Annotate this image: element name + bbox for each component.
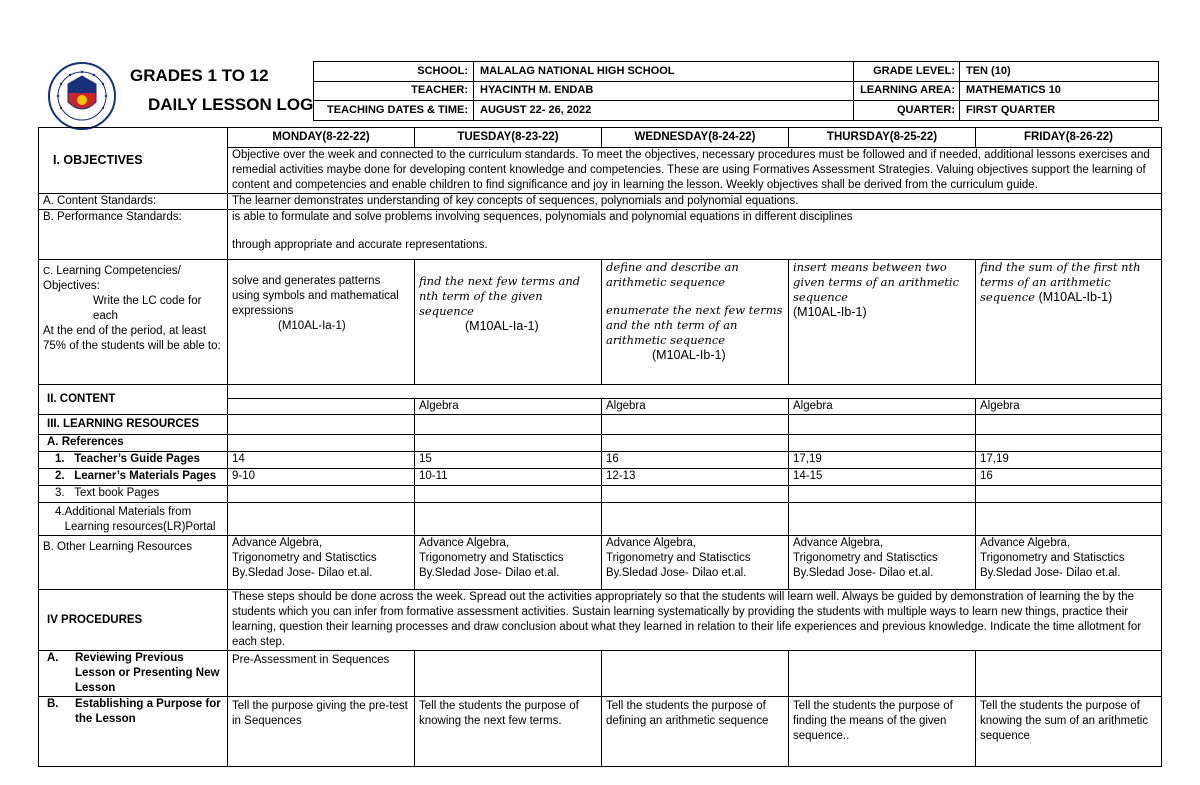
procedure-b-friday: Tell the students the purpose of knowing the sum of an arithmetic sequence bbox=[976, 697, 1162, 767]
day-header-thursday: THURSDAY(8-25-22) bbox=[789, 128, 976, 148]
competency-tuesday: find the next few terms and nth term of the given sequence bbox=[419, 274, 581, 318]
lm-pages-wednesday: 12-13 bbox=[602, 469, 789, 486]
content-label: II. CONTENT bbox=[39, 385, 228, 415]
content-tuesday: Algebra bbox=[415, 399, 602, 415]
quarter-label: QUARTER: bbox=[896, 104, 955, 116]
textbook-pages-label: Text book Pages bbox=[74, 487, 160, 499]
school-label: SCHOOL: bbox=[417, 65, 468, 77]
performance-standards-line1: is able to formulate and solve problems involving sequences, polynomials and polynomial equations in different disciplines bbox=[232, 211, 853, 223]
content-wednesday: Algebra bbox=[602, 399, 789, 415]
content-standards-text: The learner demonstrates understanding of key concepts of sequences, polynomials and polynomial equations. bbox=[228, 194, 1162, 210]
competency-code-thursday: (M10AL-Ib-1) bbox=[793, 305, 867, 319]
tg-pages-wednesday: 16 bbox=[602, 452, 789, 469]
am-number: 4. bbox=[55, 506, 65, 518]
tg-pages-thursday: 17,19 bbox=[789, 452, 976, 469]
teacher-label: TEACHER: bbox=[411, 84, 468, 96]
quarter-value: FIRST QUARTER bbox=[966, 104, 1056, 116]
lesson-log-table bbox=[38, 127, 1162, 767]
tg-pages-monday: 14 bbox=[228, 452, 415, 469]
procedure-b-label: Establishing a Purpose for the Lesson bbox=[75, 698, 221, 725]
competency-friday: find the sum of the first nth terms of an arithmetic sequence bbox=[980, 260, 1141, 304]
competency-code-tuesday: (M10AL-Ia-1) bbox=[465, 319, 539, 333]
objectives-description: Objective over the week and connected to the curriculum standards. To meet the objectives, necessary procedures must be followed and if needed, additional lessons exercises and remedial activities maybe done for developing content knowledge and competencies. These are using Formatives Assessment Strategies. Valuing objectives support the learning of content and competencies and enable children to find significance and joy in learning the lesson. Weekly objectives shall be derived from the curriculum guide. bbox=[228, 148, 1162, 194]
procedure-b-tuesday: Tell the students the purpose of knowing the next few terms. bbox=[415, 697, 602, 767]
header-info-grid bbox=[313, 61, 1159, 121]
procedure-b-letter: B. bbox=[47, 698, 59, 710]
learning-resources-label: III. LEARNING RESOURCES bbox=[39, 415, 228, 435]
content-standards-label: A. Content Standards: bbox=[39, 194, 228, 210]
tg-pages-tuesday: 15 bbox=[415, 452, 602, 469]
teacher-value: HYACINTH M. ENDAB bbox=[480, 84, 594, 96]
procedure-b-thursday: Tell the students the purpose of finding the means of the given sequence.. bbox=[789, 697, 976, 767]
content-thursday: Algebra bbox=[789, 399, 976, 415]
competencies-lc-note: Write the LC code for each bbox=[93, 295, 202, 322]
tb-number: 3. bbox=[55, 487, 65, 499]
grade-level-label: GRADE LEVEL: bbox=[873, 65, 955, 77]
content-monday bbox=[228, 399, 415, 415]
references-label: A. References bbox=[39, 435, 228, 452]
school-value: MALALAG NATIONAL HIGH SCHOOL bbox=[480, 65, 675, 77]
grade-level-value: TEN (10) bbox=[966, 65, 1011, 77]
competency-code-monday: (M10AL-Ia-1) bbox=[278, 320, 346, 332]
day-header-monday: MONDAY(8-22-22) bbox=[228, 128, 415, 148]
other-resources-monday: Advance Algebra, Trigonometry and Statisctics By.Sledad Jose- Dilao et.al. bbox=[228, 536, 415, 590]
competency-monday: solve and generates patterns using symbols and mathematical expressions bbox=[232, 275, 399, 317]
day-header-friday: FRIDAY(8-26-22) bbox=[976, 128, 1162, 148]
procedure-a-label: Reviewing Previous Lesson or Presenting New Lesson bbox=[75, 652, 220, 694]
day-header-wednesday: WEDNESDAY(8-24-22) bbox=[602, 128, 789, 148]
competencies-label: Learning Competencies/ Objectives: bbox=[43, 265, 181, 292]
content-friday: Algebra bbox=[976, 399, 1162, 415]
learning-area-label: LEARNING AREA: bbox=[860, 84, 955, 96]
competency-code-friday: (M10AL-Ib-1) bbox=[1038, 290, 1113, 304]
competencies-target-note: At the end of the period, at least 75% of the students will be able to: bbox=[43, 325, 221, 352]
dates-value: AUGUST 22- 26, 2022 bbox=[480, 104, 592, 116]
other-resources-label: B. Other Learning Resources bbox=[39, 536, 228, 590]
teachers-guide-label: Teacher’s Guide Pages bbox=[74, 453, 200, 465]
procedures-label: IV PROCEDURES bbox=[39, 590, 228, 651]
lm-pages-friday: 16 bbox=[976, 469, 1162, 486]
performance-standards-label: B. Performance Standards: bbox=[39, 210, 228, 260]
competencies-letter: C. bbox=[43, 266, 53, 277]
lm-pages-thursday: 14-15 bbox=[789, 469, 976, 486]
other-resources-friday: Advance Algebra, Trigonometry and Statisctics By.Sledad Jose- Dilao et.al. bbox=[976, 536, 1162, 590]
procedure-b-monday: Tell the purpose giving the pre-test in Sequences bbox=[228, 697, 415, 767]
other-resources-wednesday: Advance Algebra, Trigonometry and Statisctics By.Sledad Jose- Dilao et.al. bbox=[602, 536, 789, 590]
tg-number: 1. bbox=[55, 453, 65, 465]
competency-wednesday-2: enumerate the next few terms and the nth term of an arithmetic sequence bbox=[606, 303, 783, 347]
objectives-label: I. OBJECTIVES bbox=[39, 128, 228, 194]
other-resources-tuesday: Advance Algebra, Trigonometry and Statisctics By.Sledad Jose- Dilao et.al. bbox=[415, 536, 602, 590]
days-row bbox=[39, 128, 1162, 148]
learning-area-value: MATHEMATICS 10 bbox=[966, 84, 1061, 96]
performance-standards-line2: through appropriate and accurate representations. bbox=[232, 239, 488, 251]
form-title-line2: DAILY LESSON LOG bbox=[148, 95, 314, 114]
form-title-line1: GRADES 1 TO 12 bbox=[130, 66, 269, 85]
learners-materials-label: Learner’s Materials Pages bbox=[74, 470, 217, 482]
deped-seal-logo bbox=[48, 62, 116, 130]
procedure-a-monday: Pre-Assessment in Sequences bbox=[228, 651, 415, 697]
procedure-a-letter: A. bbox=[47, 652, 59, 664]
competency-wednesday-1: define and describe an arithmetic sequence bbox=[606, 260, 739, 289]
lm-number: 2. bbox=[55, 470, 65, 482]
other-resources-thursday: Advance Algebra, Trigonometry and Statisctics By.Sledad Jose- Dilao et.al. bbox=[789, 536, 976, 590]
competency-thursday: insert means between two given terms of an arithmetic sequence bbox=[793, 260, 960, 304]
day-header-tuesday: TUESDAY(8-23-22) bbox=[415, 128, 602, 148]
procedures-description: These steps should be done across the week. Spread out the activities appropriately so that the students will learn well. Always be guided by demonstration of learning the by the students which you can infer from formative assessment activities. Sustain learning systematically by providing the students with multiple ways to learn new things, practice their learning, question their learning processes and draw conclusion about what they learned in relation to their life experiences and previous knowledge. Indicate the time allotment for each step. bbox=[228, 590, 1162, 651]
lm-pages-tuesday: 10-11 bbox=[415, 469, 602, 486]
procedure-b-wednesday: Tell the students the purpose of defining an arithmetic sequence bbox=[602, 697, 789, 767]
additional-materials-label: Additional Materials from Learning resources(LR)Portal bbox=[64, 506, 216, 533]
lm-pages-monday: 9-10 bbox=[228, 469, 415, 486]
competency-code-wednesday: (M10AL-Ib-1) bbox=[652, 348, 726, 362]
tg-pages-friday: 17,19 bbox=[976, 452, 1162, 469]
dates-label: TEACHING DATES & TIME: bbox=[327, 104, 468, 116]
